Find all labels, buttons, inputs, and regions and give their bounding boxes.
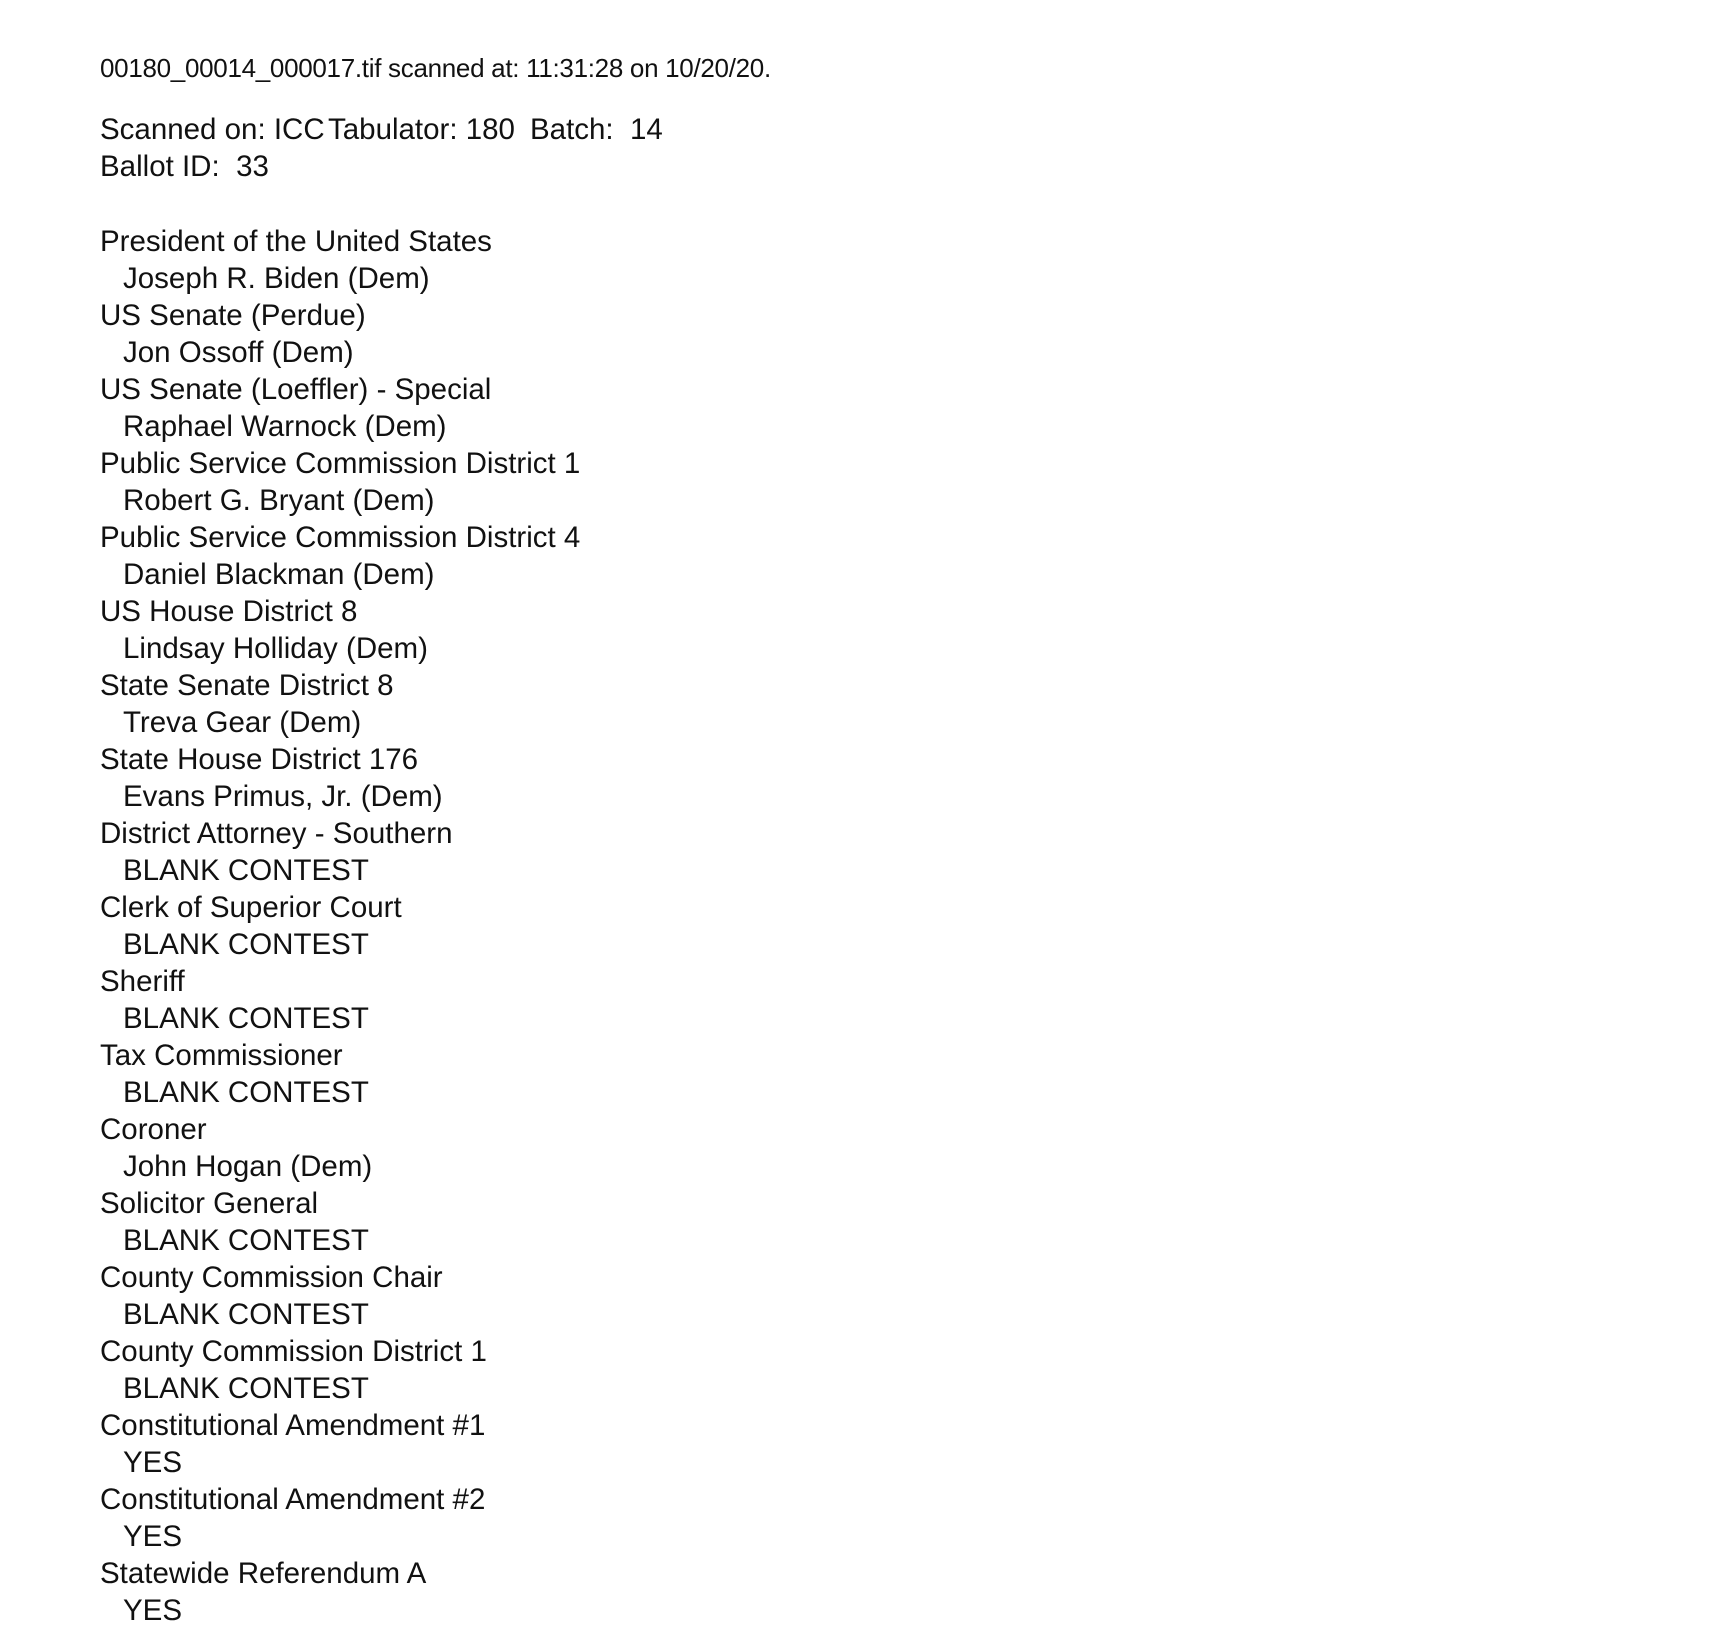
scanned-on-field: Scanned on: ICC <box>100 113 325 146</box>
contest-name: Statewide Referendum A <box>100 1557 427 1590</box>
contest-selection: Treva Gear (Dem) <box>123 706 362 739</box>
contest-name: Constitutional Amendment #2 <box>100 1483 486 1516</box>
contest-name: Tax Commissioner <box>100 1039 343 1072</box>
contest-selection: BLANK CONTEST <box>123 928 369 961</box>
scanner-info-row <box>100 111 1000 148</box>
contest-name: District Attorney - Southern <box>100 817 453 850</box>
contest-selection: BLANK CONTEST <box>123 1298 369 1331</box>
contest-list <box>100 223 580 1629</box>
contest-selection: Jon Ossoff (Dem) <box>123 336 354 369</box>
contest-name: Public Service Commission District 1 <box>100 447 581 480</box>
contest-selection: Evans Primus, Jr. (Dem) <box>123 780 443 813</box>
contest-selection: YES <box>123 1520 183 1553</box>
contest-name: US Senate (Perdue) <box>100 299 366 332</box>
contest-name: Constitutional Amendment #1 <box>100 1409 486 1442</box>
contest-selection: Lindsay Holliday (Dem) <box>123 632 428 665</box>
contest-selection: BLANK CONTEST <box>123 1076 369 1109</box>
scan-filename-line: 00180_00014_000017.tif scanned at: 11:31:28 on 10/20/20. <box>100 53 771 83</box>
contest-selection: Robert G. Bryant (Dem) <box>123 484 435 517</box>
contest-name: President of the United States <box>100 225 492 258</box>
ballot-id-field: Ballot ID: 33 <box>100 150 269 183</box>
contest-selection: BLANK CONTEST <box>123 1224 369 1257</box>
contest-selection: YES <box>123 1594 183 1627</box>
contest-name: State House District 176 <box>100 743 419 776</box>
contest-selection: Joseph R. Biden (Dem) <box>123 262 430 295</box>
contest-name: Public Service Commission District 4 <box>100 521 581 554</box>
contest-name: County Commission Chair <box>100 1261 443 1294</box>
contest-name: Sheriff <box>100 965 185 998</box>
contest-name: Coroner <box>100 1113 207 1146</box>
contest-name: US Senate (Loeffler) - Special <box>100 373 492 406</box>
contest-name: Solicitor General <box>100 1187 319 1220</box>
contest-name: County Commission District 1 <box>100 1335 487 1368</box>
batch-field: Batch: 14 <box>530 113 663 146</box>
contest-selection: Raphael Warnock (Dem) <box>123 410 447 443</box>
scan-info-block <box>100 111 1000 185</box>
contest-selection: BLANK CONTEST <box>123 854 369 887</box>
contest-selection: BLANK CONTEST <box>123 1372 369 1405</box>
contest-name: US House District 8 <box>100 595 358 628</box>
contest-selection: BLANK CONTEST <box>123 1002 369 1035</box>
contest-selection: Daniel Blackman (Dem) <box>123 558 435 591</box>
contest-selection: John Hogan (Dem) <box>123 1150 373 1183</box>
contest-name: Clerk of Superior Court <box>100 891 402 924</box>
tabulator-field: Tabulator: 180 <box>328 113 515 146</box>
contest-name: State Senate District 8 <box>100 669 394 702</box>
contest-selection: YES <box>123 1446 183 1479</box>
